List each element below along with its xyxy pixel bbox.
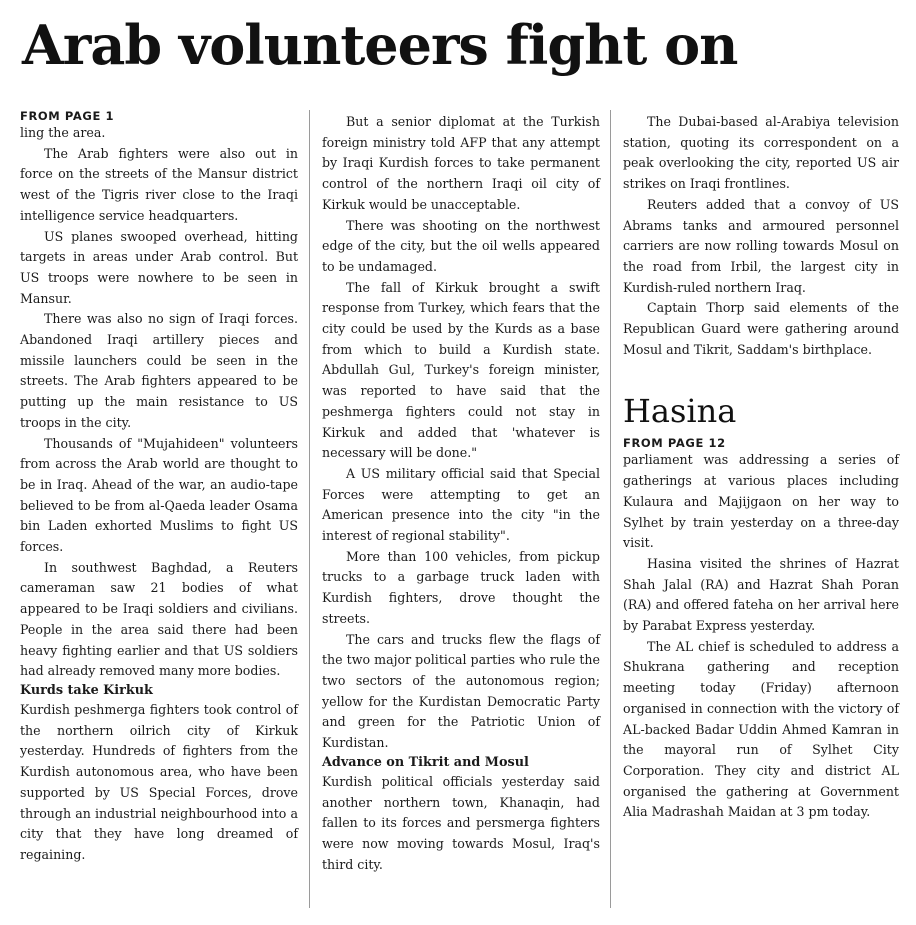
paragraph: The fall of Kirkuk brought a swift response from Turkey, which fears that the city could be used by the Kurds as a base from which to build a Kurdish state. Abdullah Gul, Turkey's foreign minister, was reported to have said that the peshmerga fighters could not stay in Kirkuk and added that 'whatever is necessary will be done." — [322, 279, 600, 461]
hasina-headline: Hasina — [623, 392, 737, 431]
article-column-3 — [623, 112, 899, 823]
paragraph: There was shooting on the northwest edge of the city, but the oil wells appeared to be undamaged. — [322, 217, 600, 274]
paragraph: Kurdish political officials yesterday said another northern town, Khanaqin, had fallen to its forces and persmerga fighters were now moving towards Mosul, Iraq's third city. — [322, 773, 600, 872]
column-rule-left — [309, 110, 310, 908]
article-column-2 — [322, 112, 600, 875]
paragraph: The AL chief is scheduled to address a Shukrana gathering and reception meeting today (Friday) afternoon organised in connection with the victory of AL-backed Badar Uddin Ahmed Kamran in the mayoral run of Sylhet City Corporation. They city and district AL organised the gathering at Government Alia Madrashah Maidan at 3 pm today. — [623, 638, 899, 820]
paragraph: Reuters added that a convoy of US Abrams tanks and armoured personnel carriers are now rolling towards Mosul on the road from Irbil, the largest city in Kurdish-ruled northern Iraq. — [623, 196, 899, 295]
paragraph: The Arab fighters were also out in force on the streets of the Mansur district west of the Tigris river close to the Iraqi intelligence service headquarters. — [20, 145, 298, 223]
column-rule-right — [610, 110, 611, 908]
paragraph: Hasina visited the shrines of Hazrat Shah Jalal (RA) and Hazrat Shah Poran (RA) and offered fateha on her arrival here by Parabat Express yesterday. — [623, 555, 899, 634]
paragraph: A US military official said that Special Forces were attempting to get an American presence into the city "in the interest of regional stability". — [322, 465, 600, 544]
article-column-1 — [20, 109, 298, 866]
subhead-kurds-take-kirkuk: Kurds take Kirkuk — [20, 682, 153, 698]
paragraph: US planes swooped overhead, hitting targets in areas under Arab control. But US troops were nowhere to be seen in Mansur. — [20, 228, 298, 306]
from-page-12-kicker: FROM PAGE 12 — [623, 436, 726, 451]
headline: Arab volunteers fight on — [22, 13, 738, 77]
paragraph: In southwest Baghdad, a Reuters cameraman saw 21 bodies of what appeared to be Iraqi soldiers and civilians. People in the area said there had been heavy fighting earlier and that US soldiers had already removed many more bodies. — [20, 559, 298, 679]
paragraph: Thousands of "Mujahideen" volunteers from across the Arab world are thought to be in Iraq. Ahead of the war, an audio-tape believed to be from al-Qaeda leader Osama bin Laden exhorted Muslims to fight US forces. — [20, 435, 298, 555]
paragraph: But a senior diplomat at the Turkish foreign ministry told AFP that any attempt by Iraqi Kurdish forces to take permanent control of the northern Iraqi oil city of Kirkuk would be unacceptable. — [322, 114, 600, 212]
paragraph: Captain Thorp said elements of the Republican Guard were gathering around Mosul and Tikrit, Saddam's birthplace. — [623, 300, 899, 357]
paragraph: The cars and trucks flew the flags of the two major political parties who rule the two sectors of the autonomous region; yellow for the Kurdistan Democratic Party and green for the Patriotic Union of Kurdistan. — [322, 631, 600, 751]
paragraph: More than 100 vehicles, from pickup trucks to a garbage truck laden with Kurdish fighters, drove thought the streets. — [322, 548, 600, 626]
from-page-kicker: FROM PAGE 1 — [20, 109, 115, 123]
paragraph: There was also no sign of Iraqi forces. Abandoned Iraqi artillery pieces and missile launchers could be seen in the streets. The Arab fighters appeared to be putting up the main resistance to US troops in the city. — [20, 311, 298, 430]
subhead-advance-on-tikrit: Advance on Tikrit and Mosul — [322, 754, 529, 770]
paragraph: ling the area. — [20, 125, 106, 140]
paragraph: The Dubai-based al-Arabiya television station, quoting its correspondent on a peak overlooking the city, reported US air strikes on Iraqi frontlines. — [623, 114, 899, 192]
paragraph: Kurdish peshmerga fighters took control of the northern oilrich city of Kirkuk yesterday. Hundreds of fighters from the Kurdish autonomous area, who have been supported by US Special Forces, drove through an industrial neighbourhood into a city that they have long dreamed of regaining. — [20, 701, 298, 862]
paragraph: parliament was addressing a series of gatherings at various places including Kulaura and Majijgaon on her way to Sylhet by train yesterday on a three-day visit. — [623, 452, 899, 551]
